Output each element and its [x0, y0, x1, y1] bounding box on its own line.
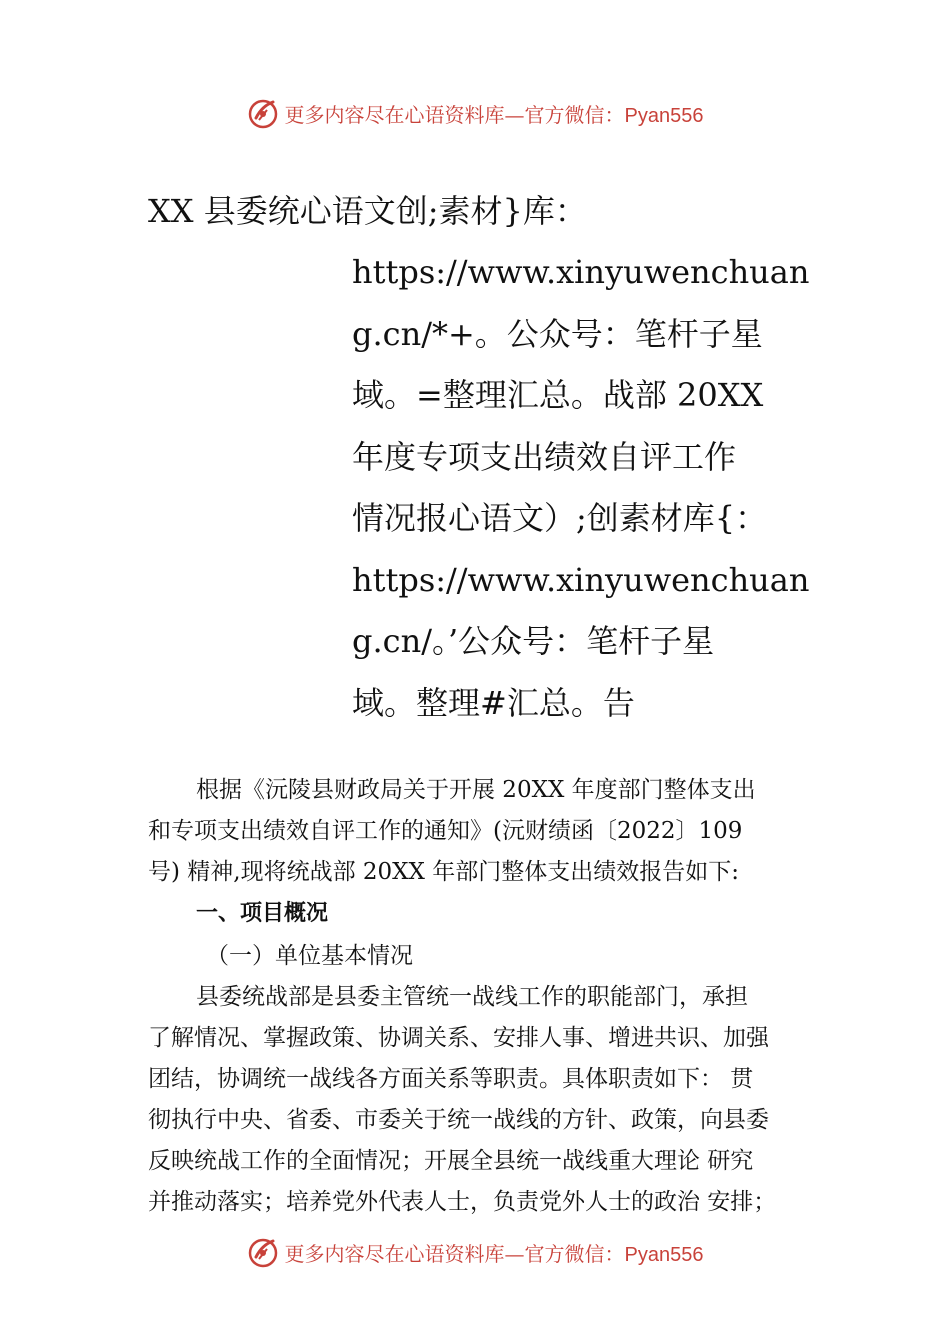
paragraph-line: 反映统战工作的全面情况；开展全县统一战线重大理论 研究: [148, 1148, 754, 1174]
intro-line: 号) 精神,现将统战部 20XX 年部门整体支出绩效报告如下:: [148, 859, 739, 885]
title-line: https://www.xinyuwenchuan: [352, 560, 810, 599]
paragraph-line: 县委统战部是县委主管统一战线工作的职能部门，承担: [196, 984, 748, 1010]
title-line: 域。整理#汇总。告: [352, 683, 635, 722]
title-block: [352, 242, 810, 734]
title-line: g.cn/*+。公众号：笔杆子星: [352, 314, 763, 353]
section-heading: 一、项目概况: [196, 901, 329, 926]
wechat-id: Pyan556: [624, 1243, 704, 1266]
paragraph-line: 彻执行中央、省委、市委关于统一战线的方针、政策，向县委: [148, 1107, 769, 1133]
title-line: 情况报心语文）;创素材库{：: [352, 499, 768, 537]
title-line: g.cn/。’公众号：笔杆子星: [352, 622, 715, 660]
header-banner: [0, 93, 950, 133]
banner-text: 更多内容尽在心语资料库—官方微信：Pyan556: [284, 1241, 704, 1266]
logo-icon: [247, 1235, 281, 1269]
intro-line: 根据《沅陵县财政局关于开展 20XX 年度部门整体支出: [196, 777, 756, 803]
title-line: 年度专项支出绩效自评工作: [352, 437, 737, 476]
title-line: 域。=整理汇总。战部 20XX: [352, 376, 764, 414]
paragraph-line: 并推动落实；培养党外代表人士，负责党外人士的政治 安排；: [148, 1189, 777, 1215]
logo-icon: [247, 96, 281, 130]
title-first-line: XX 县委统心语文创;素材}库：: [148, 192, 587, 230]
intro-line: 和专项支出绩效自评工作的通知》(沅财绩函〔2022〕109: [148, 818, 743, 844]
footer-banner: [0, 1232, 950, 1272]
paragraph-line: 团结，协调统一战线各方面关系等职责。具体职责如下： 贯: [148, 1066, 754, 1092]
subsection-heading: （一）单位基本情况: [206, 943, 413, 969]
title-line: https://www.xinyuwenchuan: [352, 253, 810, 291]
body-text: [148, 770, 838, 1223]
paragraph-line: 了解情况、掌握政策、协调关系、安排人事、增进共识、加强: [148, 1025, 769, 1051]
wechat-id: Pyan556: [624, 104, 704, 127]
banner-text: 更多内容尽在心语资料库—官方微信：Pyan556: [284, 102, 704, 127]
